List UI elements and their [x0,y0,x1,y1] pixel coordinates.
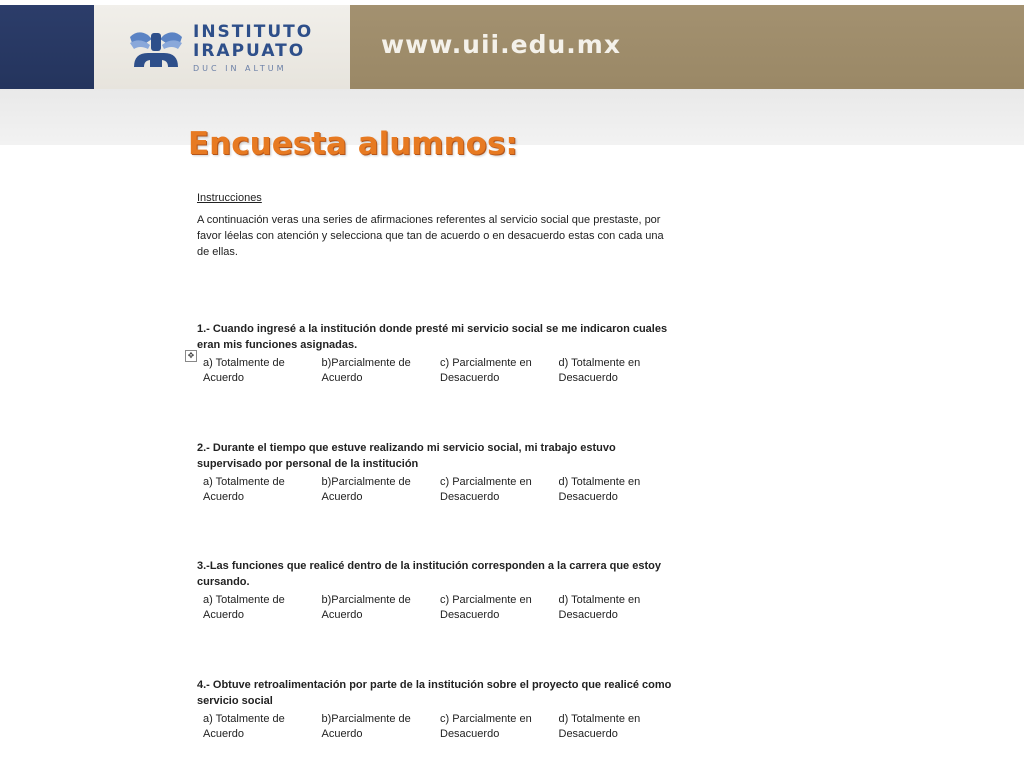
question-text: 3.-Las funciones que realicé dentro de la institución corresponden a la carrera que estoy cursando. [197,560,661,588]
page-title: Encuesta alumnos: [188,126,518,162]
question-options [197,593,677,623]
question-options [197,712,677,742]
question-3 [197,558,677,623]
option-c[interactable]: c) Parcialmente en Desacuerdo [440,713,532,740]
question-1 [197,321,677,386]
instructions-body: A continuación veras una series de afirmaciones referentes al servicio social que prestaste, por favor léelas con atención y selecciona que tan de acuerdo o en desacuerdo estas con cada una de ellas. [197,214,664,258]
question-text: 2.- Durante el tiempo que estuve realizando mi servicio social, mi trabajo estuvo supervisado por personal de la institución [197,442,616,470]
move-handle-icon[interactable]: ✥ [185,350,197,362]
question-text: 4.- Obtuve retroalimentación por parte de la institución sobre el proyecto que realicé como servicio social [197,679,672,707]
option-d[interactable]: d) Totalmente en Desacuerdo [558,357,641,384]
header-blue-band [0,5,94,89]
option-a[interactable]: a) Totalmente de Acuerdo [203,594,285,621]
option-b[interactable]: b)Parcialmente de Acuerdo [321,713,411,740]
logo-line-instituto: INSTITUTO [193,22,314,42]
option-d[interactable]: d) Totalmente en Desacuerdo [558,594,641,621]
option-c[interactable]: c) Parcialmente en Desacuerdo [440,476,532,503]
question-4 [197,677,677,742]
option-c[interactable]: c) Parcialmente en Desacuerdo [440,594,532,621]
option-a[interactable]: a) Totalmente de Acuerdo [203,713,285,740]
question-options [197,475,677,505]
logo-wordmark [193,24,313,73]
option-b[interactable]: b)Parcialmente de Acuerdo [321,357,411,384]
option-d[interactable]: d) Totalmente en Desacuerdo [558,713,641,740]
option-b[interactable]: b)Parcialmente de Acuerdo [321,594,411,621]
option-d[interactable]: d) Totalmente en Desacuerdo [558,476,641,503]
logo-line-irapuato: IRAPUATO [193,41,306,61]
question-text: 1.- Cuando ingresé a la institución donde presté mi servicio social se me indicaron cuales eran mis funciones asignadas. [197,323,668,351]
question-options [197,356,677,386]
logo-motto: DUC IN ALTUM [193,64,287,73]
option-c[interactable]: c) Parcialmente en Desacuerdo [440,357,532,384]
question-2 [197,440,677,505]
option-a[interactable]: a) Totalmente de Acuerdo [203,476,285,503]
instructions-heading: Instrucciones [197,192,262,204]
logo-icon [128,27,184,71]
option-a[interactable]: a) Totalmente de Acuerdo [203,357,285,384]
option-b[interactable]: b)Parcialmente de Acuerdo [321,476,411,503]
site-url: www.uii.edu.mx [381,30,621,59]
instructions-section [197,192,687,260]
